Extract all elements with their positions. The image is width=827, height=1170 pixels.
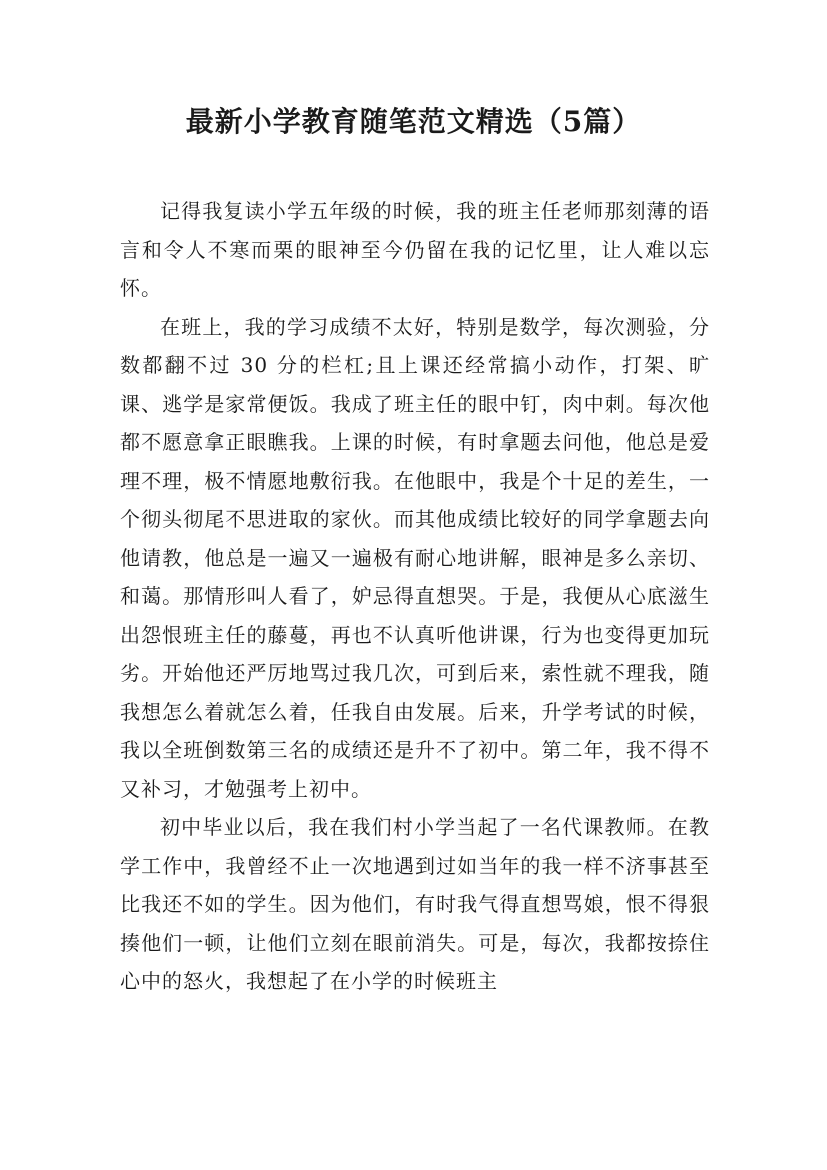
- document-body: [120, 192, 710, 1001]
- paragraph-1: 记得我复读小学五年级的时候，我的班主任老师那刻薄的语言和令人不寒而栗的眼神至今仍留在我的记忆里，让人难以忘怀。: [120, 199, 710, 300]
- document-title: 最新小学教育随笔范文精选（5篇）: [185, 105, 642, 138]
- paragraph-2: 在班上，我的学习成绩不太好，特别是数学，每次测验，分数都翻不过 30 分的栏杠;且上课还经常搞小动作，打架、旷课、逃学是家常便饭。我成了班主任的眼中钉，肉中刺。每次他都不愿意拿正眼瞧我。上课的时候，有时拿题去问他，他总是爱理不理，极不情愿地敷衍我。在他眼中，我是个十足的差生，一个彻头彻尾不思进取的家伙。而其他成绩比较好的同学拿题去向他请教，他总是一遍又一遍极有耐心地讲解，眼神是多么亲切、和蔼。那情形叫人看了，妒忌得直想哭。于是，我便从心底滋生出怨恨班主任的藤蔓，再也不认真听他讲课，行为也变得更加玩劣。开始他还严厉地骂过我几次，可到后来，索性就不理我，随我想怎么着就怎么着，任我自由发展。后来，升学考试的时候，我以全班倒数第三名的成绩还是升不了初中。第二年，我不得不又补习，才勉强考上初中。: [120, 314, 710, 801]
- paragraph-3: 初中毕业以后，我在我们村小学当起了一名代课教师。在教学工作中，我曾经不止一次地遇到过如当年的我一样不济事甚至比我还不如的学生。因为他们，有时我气得直想骂娘，恨不得狠揍他们一顿，让他们立刻在眼前消失。可是，每次，我都按捺住心中的怒火，我想起了在小学的时候班主: [120, 815, 710, 993]
